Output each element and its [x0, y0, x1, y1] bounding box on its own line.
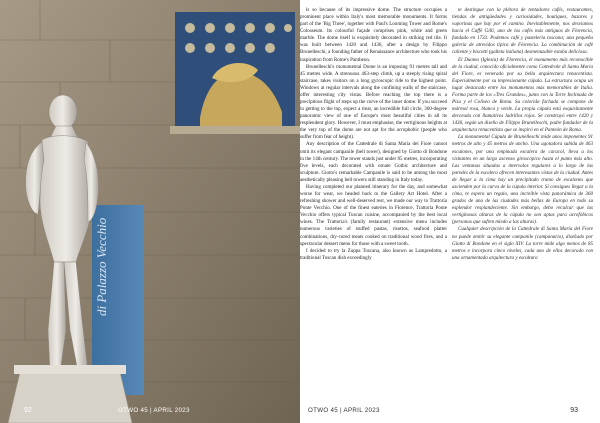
page-number-right: 93: [570, 407, 578, 414]
text-page: [300, 0, 600, 423]
english-paragraph: Any description of the Cattedrale di Santa Maria del Fiore cannot omit its elegant campanile (bell tower), designed by Giotto di Bondone in the 14th century. The tower stands just under 85 metres, incorporating five levels, each decorated with ornate Gothic architecture and sculpture. Giotto's remarkable Campanile is said to be among the most aesthetically pleasing bell towers still standing in Italy today.: [300, 141, 447, 183]
english-paragraph: I decided to try la Zuppa Toscana, also known as Lampredotto, a traditional Tuscan dish exceedingly: [300, 247, 447, 261]
footer-left: OTWO 45 | APRIL 2023: [118, 407, 190, 414]
spanish-column: [452, 7, 593, 394]
english-paragraph: Having completed our planned itinerary for the day, and somewhat worse for wear, we headed back to the Gallery Art Hotel. After a refreshing shower and well-deserved rest, we made our way to Trattoria Ponte Vecchio. One of the finest eateries in Florence, Trattoria Ponte Vecchio offers typical Tuscan cuisine, accompanied by the best local wines. The Trattoria's (family restaurant) extensive menu includes numerous varieties of stuffed pastas, risottos, seafood platter combinations, dry-cured meats cooked on traditional wood fires, and a spectacular dessert menu for those with a sweet tooth.: [300, 183, 447, 247]
spanish-paragraph: te destingue con la plétora de tentadores cafés, restaurantes, tiendas de antigüedades y curiosidades, boutiques, bazares y vaporinas que hay por el camino. Inevitablemente, nos desviamos hacia el Caffè Gilli, uno de los cafés más antiguos de Florencia, fundado en 1733. Podemos café y pastelería toscana; una pequeña galería de atrevidos típica de Florencia. La combinación de café caliente y biscotti (galleta italiana) desmenuzable estaba deliciosa.: [452, 7, 593, 56]
spanish-paragraph: La monumental Cúpula de Brunelleschi mide unos imponentes 91 metros de alto y 45 metros de ancho. Una agotadora subida de 463 escalones, por una empinada escalera de caracol, lleva a los visitantes en un largo ascenso giroscópico hasta el punto más alto. Las ventanas situadas a intervalos regulares a lo largo de las paredes de la escalera ofrecen interesantes vistas de la ciudad. Antes de llegar a la cima hay un precipitado tramo de escalones que ascienden por la curva de la cúpula interior. Si consigues llegar a la cima, te espera un regalo, una increíble vista panorámica de 360 grados de una de las ciudades más bellas de Europa en todo su esplendor resplandeciente. Sin embargo, debo recalcar que las vertiginosas alturas de la cúpula no son aptas para acrofóbicos (personas que sufren miedo a las alturas).: [452, 134, 593, 226]
spanish-paragraph: El Duomo (Iglesia) de Florencia, el monumento más reconocible de la ciudad, conocido oficialmente como Cattedrale di Santa Maria del Fiore, es venerado por su bella arquitectura renacentista. Especialmente por su impresionante cúpula. La estructura ocupa un lugar destacado entre los monumentos más memorables de Italia. Forma parte de los «Tres Grandes», junto con la Torre Inclinada de Pisa y el Coliseo de Roma. Su colorida fachada se compone de mármol rosa, blanco y verde. La propia cúpula está exquisitamente decorada con llamativos ladrillos rojos. Se construyó entre 1420 y 1436, según un diseño de Filippo Brunelleschi, padre fundador de la arquitectura renacentista que se inspiró en el Panteón de Roma.: [452, 56, 593, 134]
spanish-paragraph: Cualquier descripción de la Cattedrale di Santa Maria del Fiore no puede omitir su elegante campanile (campanario), diseñado por Giotto di Bondone en el siglo XIV. La torre mide algo menos de 85 metros e incorpora cinco niveles, cada uno de ellos decorado con una ornamentada arquitectura y escultura: [452, 226, 593, 261]
english-paragraph: ls so because of its impressive dome. The structure occupies a prominent place within Italy's most memorable monuments. It forms part of the 'Big Three', together with Paul's Looming Tower and Rome's Colosseum. Its colourful façade comprises pink, white and green marble. The dome itself is exquisitely decorated in striking red tile. It was built between 1420 and 1436, after a design by Filippo Brunelleschi, a founding father of Renaissance architecture who took his inspiration from Rome's Pantheon.: [300, 7, 447, 63]
english-paragraph: Brunelleschi's monumental Dome is an imposing 91 metres tall and 45 metres wide. A strenuous 463-step climb, up a steeply rising spiral staircase, takes visitors on a long gyroscopic ride to the highest point. Windows at regular intervals along the confining walls of the staircase, offer interesting city vistas. Before reaching the top there is a precipitous flight of steps up the curve of the inner dome. If you succeed in getting to the top, expect a treat, an incredible full circle, 360-degree panoramic view of one of Europe's most beautiful cities in all its resplendent glory. However, I must emphasise, the vertiginous heights at the very top of the dome are not apt for the acrophobic (people who suffer from fear of height).: [300, 63, 447, 141]
banner-text: di Palazzo Vecchio: [94, 217, 109, 316]
page-number-left: 92: [24, 407, 32, 414]
footer-right: OTWO 45 | APRIL 2023: [308, 407, 380, 414]
english-column: [300, 7, 447, 394]
